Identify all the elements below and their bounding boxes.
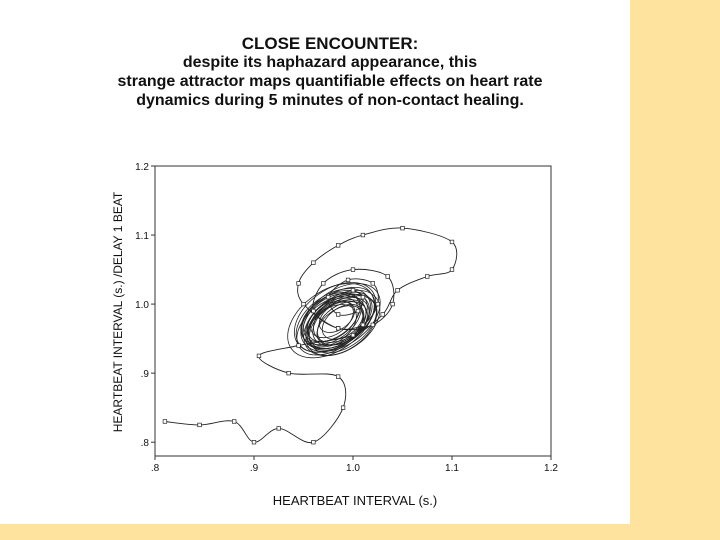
y-tick-labels	[135, 162, 155, 449]
data-point	[371, 282, 375, 286]
data-point	[386, 275, 390, 279]
data-point	[297, 344, 301, 348]
x-tick-labels	[151, 456, 559, 474]
x-tick-label: 1.0	[346, 463, 360, 474]
y-tick-label: .9	[140, 369, 149, 381]
data-point	[232, 420, 236, 424]
data-point	[297, 282, 301, 286]
data-point	[450, 240, 454, 244]
data-point	[371, 323, 375, 327]
data-point	[346, 278, 350, 282]
y-axis-label: HEARTBEAT INTERVAL (s.) /DELAY 1 BEAT	[111, 191, 125, 433]
data-point	[376, 302, 380, 306]
data-point	[401, 226, 405, 230]
data-point	[391, 302, 395, 306]
data-point	[336, 375, 340, 379]
data-point	[351, 288, 355, 292]
x-tick-label: 1.2	[544, 463, 558, 474]
data-point	[302, 302, 306, 306]
x-tick-label: .8	[150, 463, 160, 474]
data-point	[322, 282, 326, 286]
data-point	[425, 275, 429, 279]
data-point	[356, 309, 360, 313]
data-point	[450, 268, 454, 272]
data-point	[287, 371, 291, 375]
trace-layer	[165, 228, 457, 443]
x-axis-label: HEARTBEAT INTERVAL (s.)	[272, 493, 438, 508]
data-point	[361, 323, 365, 327]
title-line-4: dynamics during 5 minutes of non-contact healing.	[136, 92, 524, 109]
data-point	[351, 268, 355, 272]
data-point	[277, 427, 281, 431]
title-line-2: despite its haphazard appearance, this	[182, 54, 478, 71]
data-point	[336, 313, 340, 317]
data-point	[312, 309, 316, 313]
series-line	[165, 228, 457, 443]
data-point	[336, 244, 340, 248]
y-tick-label: 1.1	[135, 231, 149, 243]
title-line-1: CLOSE ENCOUNTER:	[241, 34, 419, 53]
data-point	[312, 440, 316, 444]
title-line-3: strange attractor maps quantifiable effects on heart rate	[117, 73, 543, 90]
y-tick-label: 1.2	[135, 162, 149, 173]
x-tick-label: .9	[249, 463, 259, 474]
data-point	[257, 354, 261, 358]
data-point	[396, 288, 400, 292]
data-point	[312, 261, 316, 265]
y-tick-label: .8	[140, 438, 149, 450]
data-point	[381, 313, 385, 317]
data-point	[361, 233, 365, 237]
x-tick-label: 1.1	[445, 463, 459, 474]
data-point	[336, 326, 340, 330]
data-point	[198, 423, 202, 427]
data-point	[326, 295, 330, 299]
data-point	[252, 440, 256, 444]
y-tick-label: 1.0	[135, 300, 149, 312]
data-point	[163, 420, 167, 424]
data-point	[361, 295, 365, 299]
data-point	[351, 333, 355, 337]
data-point	[341, 406, 345, 410]
